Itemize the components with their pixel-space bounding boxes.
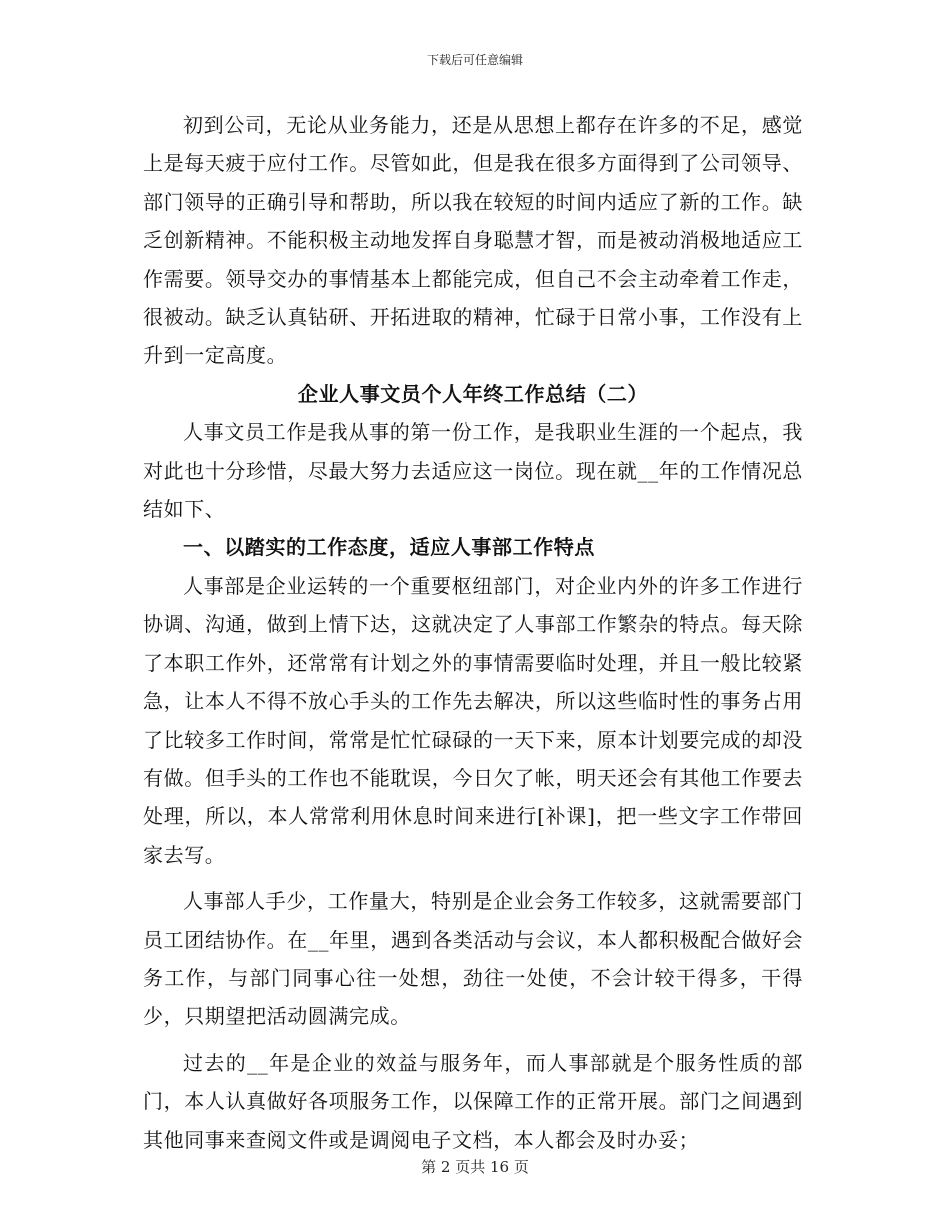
paragraph-4: 人事部人手少，工作量大，特别是企业会务工作较多，这就需要部门员工团结协作。在__年里，遇到各类活动与会议，本人都积极配合做好会务工作，与部门同事心往一处想，劲往一处使，不会计较干得多，干得少，只期望把活动圆满完成。: [143, 889, 803, 1029]
page-number: 第 2 页共 16 页: [421, 1158, 529, 1176]
paragraph-1: 初到公司，无论从业务能力，还是从思想上都存在许多的不足，感觉上是每天疲于应付工作。尽管如此，但是我在很多方面得到了公司领导、部门领导的正确引导和帮助，所以我在较短的时间内适应了新的工作。缺乏创新精神。不能积极主动地发挥自身聪慧才智，而是被动消极地适应工作需要。领导交办的事情基本上都能完成，但自己不会主动牵着工作走，很被动。缺乏认真钻研、开拓进取的精神，忙碌于日常小事，工作没有上升到一定高度。: [143, 113, 803, 368]
paragraph-3: 人事部是企业运转的一个重要枢纽部门，对企业内外的许多工作进行协调、沟通，做到上情下达，这就决定了人事部工作繁杂的特点。每天除了本职工作外，还常常有计划之外的事情需要临时处理，并且一般比较紧急，让本人不得不放心手头的工作先去解决，所以这些临时性的事务占用了比较多工作时间，常常是忙忙碌碌的一天下来，原本计划要完成的却没有做。但手头的工作也不能耽误，今日欠了帐，明天还会有其他工作要去处理，所以，本人常常利用休息时间来进行[补课]，把一些文字工作带回家去写。: [143, 573, 803, 867]
section-heading-1: 一、以踏实的工作态度，适应人事部工作特点: [183, 535, 595, 560]
paragraph-5: 过去的__年是企业的效益与服务年，而人事部就是个服务性质的部门，本人认真做好各项服务工作，以保障工作的正常开展。部门之间遇到其他同事来查阅文件或是调阅电子文档，本人都会及时办妥；: [143, 1050, 803, 1152]
section-title: 企业人事文员个人年终工作总结（二）: [297, 381, 649, 406]
paragraph-2: 人事文员工作是我从事的第一份工作，是我职业生涯的一个起点，我对此也十分珍惜，尽最大努力去适应这一岗位。现在就__年的工作情况总结如下、: [143, 420, 803, 522]
document-body: [143, 106, 803, 1159]
page-header: 下载后可任意编辑: [426, 53, 523, 67]
